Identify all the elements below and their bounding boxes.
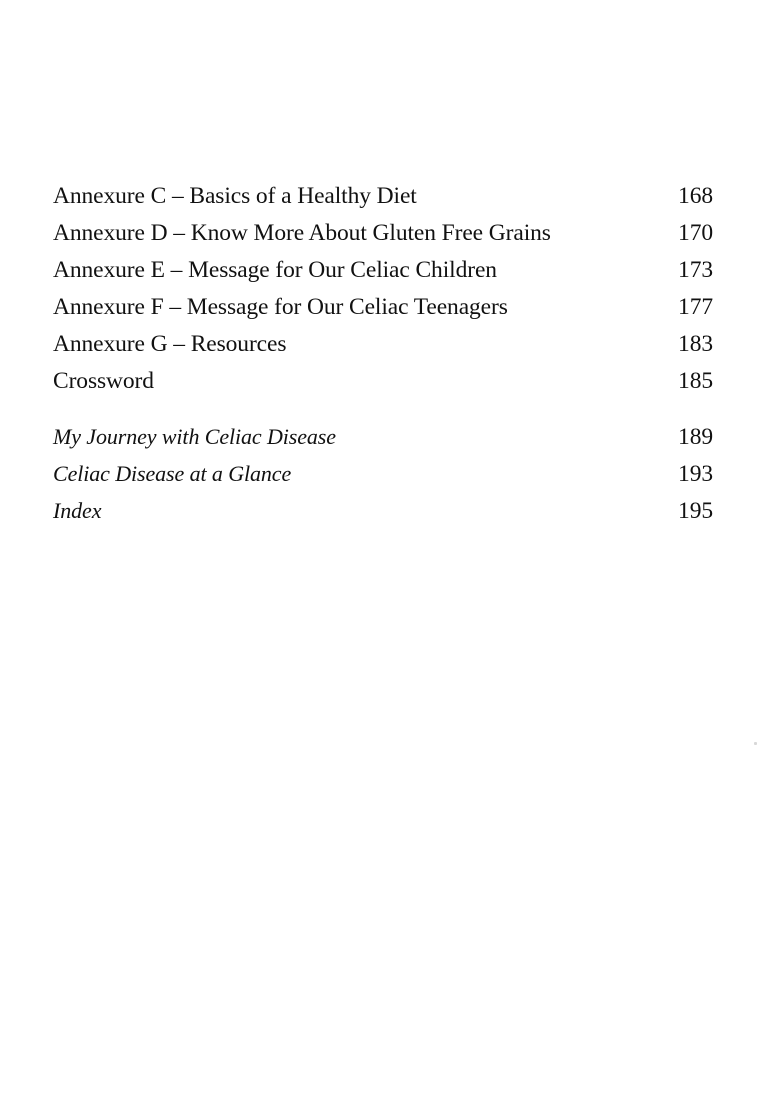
toc-entry-annexure-d[interactable]	[53, 215, 713, 252]
toc-entry-page: 173	[678, 257, 713, 283]
toc-entry-title: Annexure D – Know More About Gluten Free Grains	[53, 220, 551, 246]
toc-entry-my-journey[interactable]	[53, 418, 713, 455]
toc-entry-page: 189	[678, 424, 713, 450]
toc-entry-title: Annexure G – Resources	[53, 331, 287, 357]
toc-entry-title: Crossword	[53, 368, 154, 394]
toc-entry-page: 170	[678, 220, 713, 246]
toc-entry-crossword[interactable]	[53, 363, 713, 400]
toc-entry-annexure-e[interactable]	[53, 252, 713, 289]
toc-back-matter-group	[53, 418, 713, 529]
toc-entry-index[interactable]	[53, 492, 713, 529]
toc-entry-page: 195	[678, 498, 713, 524]
toc-entry-page: 177	[678, 294, 713, 320]
toc-entry-at-a-glance[interactable]	[53, 455, 713, 492]
toc-entry-page: 168	[678, 183, 713, 209]
toc-entry-title: Annexure F – Message for Our Celiac Teenagers	[53, 294, 508, 320]
toc-entry-annexure-c[interactable]	[53, 178, 713, 215]
toc-annexures-group	[53, 178, 713, 400]
table-of-contents	[53, 178, 713, 529]
scan-artifact	[754, 742, 757, 745]
toc-entry-title: My Journey with Celiac Disease	[53, 424, 336, 449]
toc-entry-page: 183	[678, 331, 713, 357]
toc-entry-title: Annexure E – Message for Our Celiac Children	[53, 257, 497, 283]
toc-entry-title: Celiac Disease at a Glance	[53, 461, 292, 486]
toc-entry-title: Annexure C – Basics of a Healthy Diet	[53, 183, 417, 209]
toc-entry-annexure-f[interactable]	[53, 289, 713, 326]
toc-entry-annexure-g[interactable]	[53, 326, 713, 363]
toc-entry-title: Index	[53, 498, 102, 523]
toc-entry-page: 185	[678, 368, 713, 394]
toc-entry-page: 193	[678, 461, 713, 487]
